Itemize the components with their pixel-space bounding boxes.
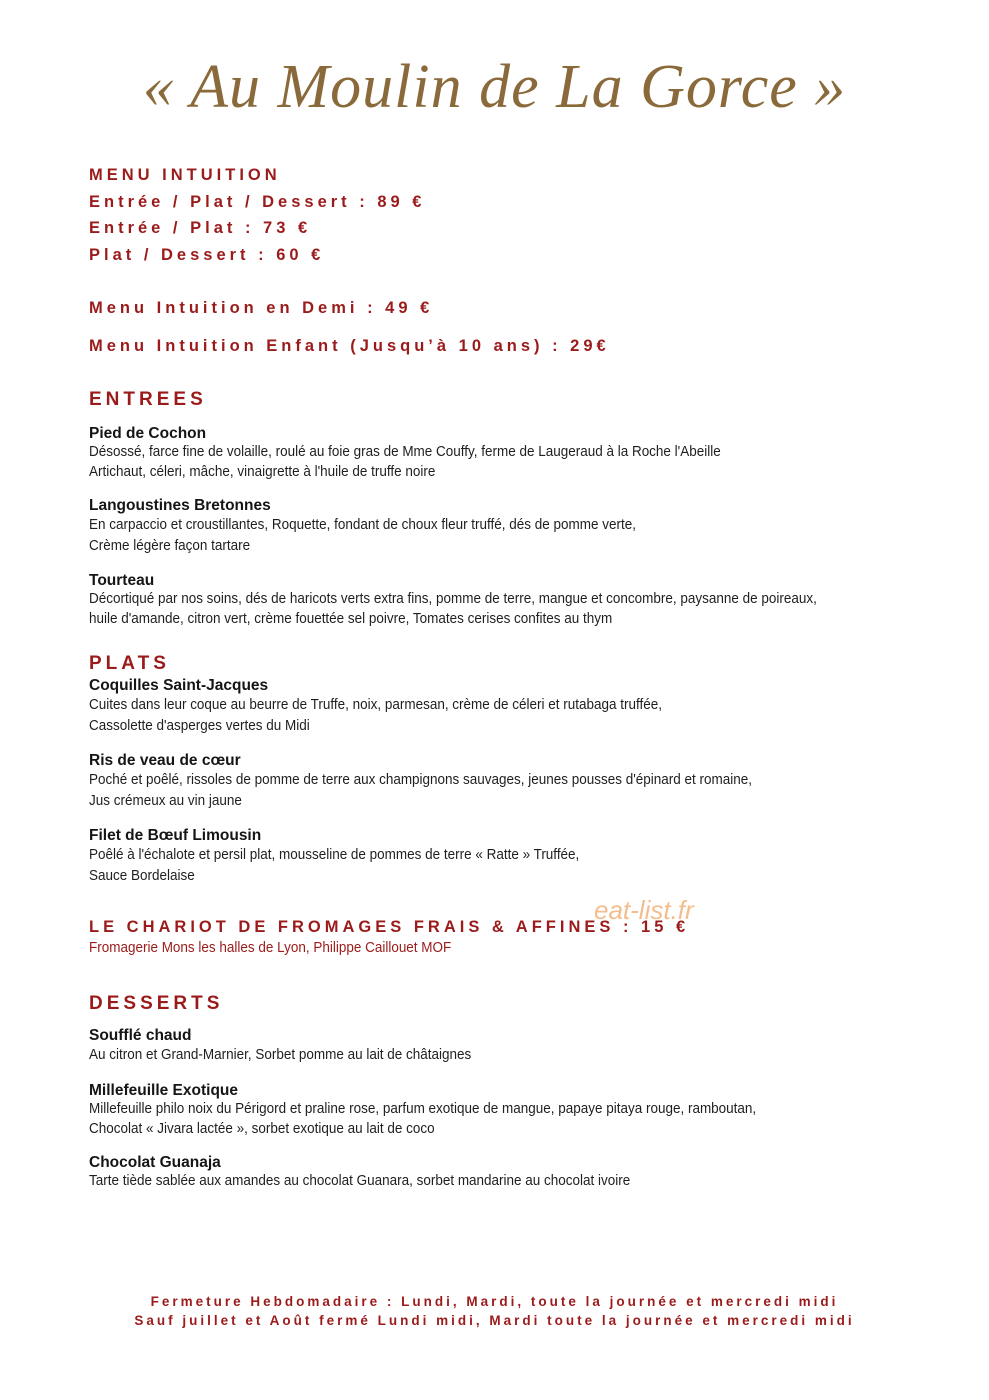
menu-enfant: Menu Intuition Enfant (Jusqu’à 10 ans) : 29€ [89, 337, 610, 355]
dish-plat-1 [89, 676, 929, 737]
watermark-logo: eat-list.fr [594, 895, 694, 925]
dish-name: Filet de Bœuf Limousin [89, 827, 262, 844]
dish-desc: Millefeuille philo noix du Périgord et praline rose, parfum exotique de mangue, papaye pitaya rouge, ramboutan, Chocolat « Jivara lactée », sorbet exotique au lait de coco [89, 1101, 757, 1137]
dish-entree-1 [89, 424, 929, 482]
dish-plat-3 [89, 826, 929, 887]
dish-desc: Tarte tiède sablée aux amandes au chocolat Guanara, sorbet mandarine au chocolat ivoire [89, 1173, 631, 1189]
dish-name: Chocolat Guanaja [89, 1154, 221, 1171]
entrees-heading: ENTREES [89, 389, 207, 410]
dish-desc: Au citron et Grand-Marnier, Sorbet pomme au lait de châtaignes [89, 1047, 472, 1063]
dish-dessert-1 [89, 1026, 929, 1066]
fromages-heading: LE CHARIOT DE FROMAGES FRAIS & AFFINES : 15 € [89, 918, 690, 936]
dish-desc: En carpaccio et croustillantes, Roquette, fondant de choux fleur truffé, dés de pomme verte, Crème légère façon tartare [89, 517, 636, 554]
fromages-sub: Fromagerie Mons les halles de Lyon, Philippe Caillouet MOF [89, 940, 452, 956]
footer-line-1: Fermeture Hebdomadaire : Lundi, Mardi, toute la journée et mercredi midi [150, 1294, 839, 1309]
dish-desc: Cuites dans leur coque au beurre de Truffe, noix, parmesan, crème de céleri et rutabaga truffée, Cassolette d'asperges vertes du Midi [89, 697, 662, 734]
dish-desc: Décortiqué par nos soins, dés de haricots verts extra fins, pomme de terre, mangue et concombre, paysanne de poireaux, huile d'amande, citron vert, crème fouettée sel poivre, Tomates cerises confites au thym [89, 591, 817, 627]
menu-demi: Menu Intuition en Demi : 49 € [89, 299, 434, 317]
dish-desc: Poêlé à l'échalote et persil plat, mousseline de pommes de terre « Ratte » Truffée, Sauce Bordelaise [89, 847, 580, 884]
desserts-heading: DESSERTS [89, 993, 224, 1014]
dish-desc: Désossé, farce fine de volaille, roulé au foie gras de Mme Couffy, ferme de Laugeraud à la Roche l'Abeille Artichaut, céleri, mâche, vinaigrette à l'huile de truffe noire [89, 444, 721, 480]
dish-name: Millefeuille Exotique [89, 1082, 238, 1099]
dish-entree-2 [89, 496, 929, 557]
footer-line-2: Sauf juillet et Août fermé Lundi midi, Mardi toute la journée et mercredi midi [134, 1313, 855, 1328]
restaurant-title: « Au Moulin de La Gorce » [142, 53, 847, 121]
dish-name: Coquilles Saint-Jacques [89, 677, 269, 694]
dish-name: Pied de Cochon [89, 425, 207, 442]
menu-line-2: Entrée / Plat : 73 € [89, 219, 312, 237]
menu-line-3: Plat / Dessert : 60 € [89, 246, 325, 264]
plats-heading: PLATS [89, 653, 170, 674]
dish-dessert-3 [89, 1153, 929, 1192]
dish-desc: Poché et poêlé, rissoles de pomme de terre aux champignons sauvages, jeunes pousses d'épinard et romaine, Jus crémeux au vin jaune [89, 772, 752, 809]
dish-name: Langoustines Bretonnes [89, 497, 271, 514]
menu-heading: MENU INTUITION [89, 166, 281, 184]
menu-line-1: Entrée / Plat / Dessert : 89 € [89, 193, 426, 211]
dish-name: Ris de veau de cœur [89, 752, 241, 769]
dish-plat-2 [89, 751, 929, 812]
dish-name: Soufflé chaud [89, 1027, 192, 1044]
dish-dessert-2 [89, 1081, 929, 1139]
dish-entree-3 [89, 571, 929, 629]
dish-name: Tourteau [89, 572, 155, 589]
